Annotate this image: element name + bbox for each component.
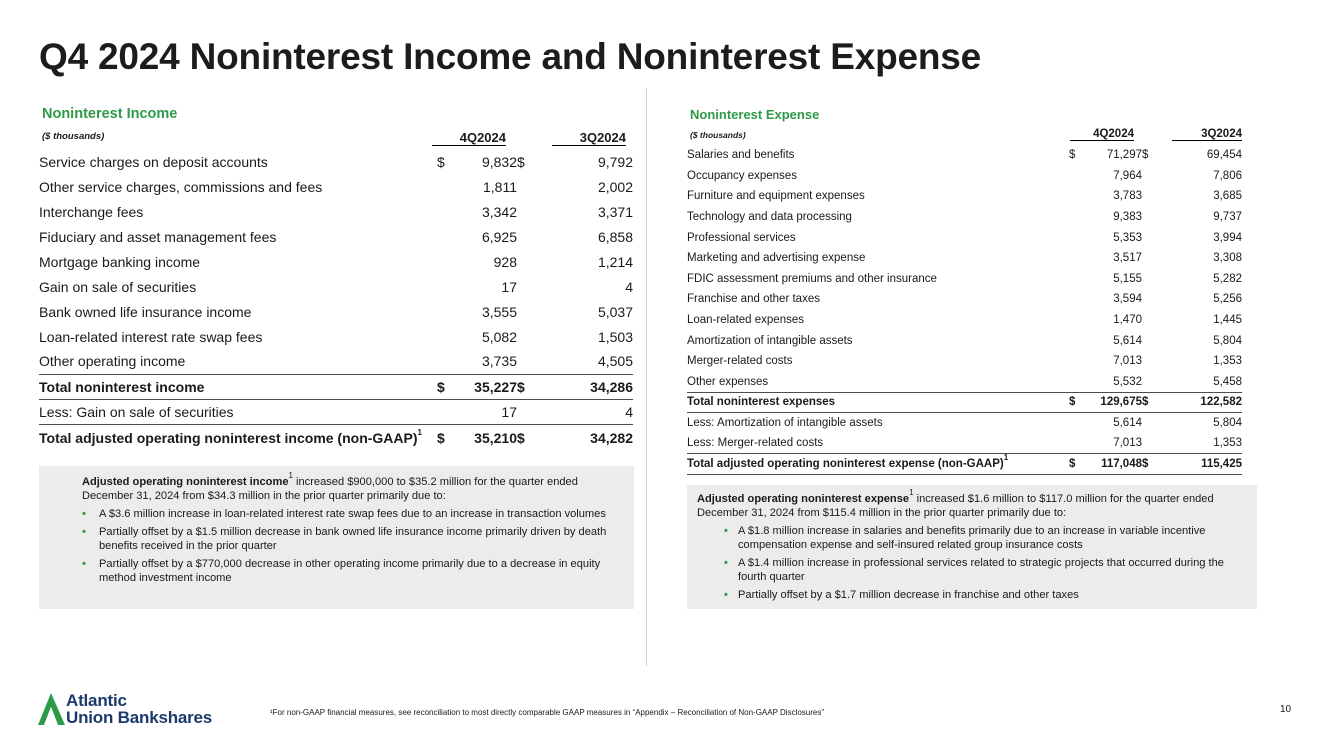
value-3q2024: 4 xyxy=(625,403,633,420)
currency-3q: $ xyxy=(1142,454,1180,475)
row-label: Merger-related costs xyxy=(687,355,793,368)
value-4q2024: 6,925 xyxy=(481,228,517,245)
currency-3q xyxy=(1142,248,1180,269)
currency-3q: $ xyxy=(517,374,567,399)
income-table-row xyxy=(39,224,633,249)
value-4q2024: 3,594 xyxy=(1113,293,1142,306)
income-commentary-bullets xyxy=(82,507,620,585)
row-label: Total noninterest expenses xyxy=(687,392,1069,413)
currency-4q xyxy=(437,324,451,349)
value-3q2024: 115,425 xyxy=(1180,454,1242,475)
row-label: Amortization of intangible assets xyxy=(687,334,853,347)
value-4q2024: 3,555 xyxy=(481,303,517,320)
expense-table-row xyxy=(687,413,1242,434)
value-4q2024: 35,210 xyxy=(451,424,517,451)
income-units-label: ($ thousands) xyxy=(42,131,105,142)
currency-4q xyxy=(437,399,451,424)
row-label: Less: Gain on sale of securities xyxy=(39,403,234,420)
value-4q2024: 5,614 xyxy=(1113,417,1142,430)
row-label: Other expenses xyxy=(687,375,769,388)
row-label: Total adjusted operating noninterest expense (non-GAAP)$^1$ xyxy=(687,454,1069,475)
value-3q2024: 1,214 xyxy=(597,253,633,270)
currency-4q xyxy=(1069,289,1081,310)
expense-commentary-lead: Adjusted operating noninterest expense$^1$ increased $1.6 million to $117.0 million for the quarter ended December 31, 2024 from $115.4 million in the prior quarter primarily due to: xyxy=(697,488,1214,519)
currency-4q xyxy=(437,174,451,199)
income-commentary-bullet: • Partially offset by a $770,000 decrease in other operating income primarily due to a decrease in equity method investment income xyxy=(82,558,601,584)
value-4q2024: 3,735 xyxy=(481,353,517,370)
expense-table-row xyxy=(687,454,1242,475)
currency-4q: $ xyxy=(437,153,445,170)
income-table-row xyxy=(39,374,633,399)
value-3q2024: 5,256 xyxy=(1213,293,1242,306)
value-3q2024: 5,458 xyxy=(1213,375,1242,388)
row-label: Furniture and equipment expenses xyxy=(687,190,865,203)
expense-units-label: ($ thousands) xyxy=(690,130,746,140)
row-label: Gain on sale of securities xyxy=(39,278,197,295)
row-label: Bank owned life insurance income xyxy=(39,303,252,320)
value-4q2024: 9,832 xyxy=(481,153,517,170)
currency-3q xyxy=(1142,289,1180,310)
value-3q2024: 69,454 xyxy=(1206,149,1242,162)
currency-3q: $ xyxy=(517,424,567,451)
row-label: Loan-related interest rate swap fees xyxy=(39,328,263,345)
currency-4q xyxy=(1069,433,1081,454)
expense-section-title: Noninterest Expense xyxy=(690,107,820,122)
expense-table-row xyxy=(687,392,1242,413)
page-number: 10 xyxy=(1280,704,1292,715)
page-title: Q4 2024 Noninterest Income and Noninterest Expense xyxy=(39,36,982,77)
expense-table-row xyxy=(687,248,1242,269)
currency-3q xyxy=(517,324,567,349)
currency-4q xyxy=(1069,207,1081,228)
expense-table-row xyxy=(687,310,1242,331)
value-3q2024: 7,806 xyxy=(1213,169,1242,182)
currency-4q: $ xyxy=(1069,149,1076,162)
value-3q2024: 5,804 xyxy=(1213,417,1242,430)
value-3q2024: 5,804 xyxy=(1213,334,1242,347)
value-3q2024: 5,037 xyxy=(597,303,633,320)
value-4q2024: 3,517 xyxy=(1113,252,1142,265)
expense-table-row xyxy=(687,227,1242,248)
currency-3q: $ xyxy=(517,153,525,170)
income-commentary-bullet: • A $3.6 million increase in loan-related interest rate swap fees due to an increase in transaction volumes xyxy=(82,508,606,520)
value-4q2024: 9,383 xyxy=(1113,211,1142,224)
currency-3q xyxy=(1142,166,1180,187)
value-4q2024: 5,532 xyxy=(1113,375,1142,388)
logo-wordmark: Atlantic Union Bankshares xyxy=(66,691,213,727)
row-label: Salaries and benefits xyxy=(687,149,795,162)
value-3q2024: 3,371 xyxy=(597,203,633,220)
currency-3q xyxy=(1142,269,1180,290)
currency-4q xyxy=(1069,248,1081,269)
row-label: Total adjusted operating noninterest income (non-GAAP)$^1$ xyxy=(39,424,437,451)
currency-3q xyxy=(517,249,567,274)
currency-4q xyxy=(1069,330,1081,351)
expense-table-row xyxy=(687,289,1242,310)
income-commentary-lead: Adjusted operating noninterest income$^1$ increased $900,000 to $35.2 million for the quarter ended December 31, 2024 from $34.3 million in the prior quarter primarily due to: xyxy=(82,471,578,502)
value-4q2024: 3,783 xyxy=(1113,190,1142,203)
currency-4q xyxy=(1069,372,1081,393)
currency-3q xyxy=(1142,433,1180,454)
value-4q2024: 5,155 xyxy=(1113,272,1142,285)
income-table xyxy=(39,149,633,451)
income-col-4q2024: 4Q2024 xyxy=(432,130,506,146)
value-4q2024: 35,227 xyxy=(451,374,517,399)
currency-4q: $ xyxy=(437,424,451,451)
currency-4q xyxy=(437,249,451,274)
value-3q2024: 5,282 xyxy=(1213,272,1242,285)
expense-table-row xyxy=(687,433,1242,454)
value-3q2024: 6,858 xyxy=(597,228,633,245)
income-table-row xyxy=(39,424,633,451)
currency-3q xyxy=(1142,413,1180,434)
income-table-row xyxy=(39,324,633,349)
value-4q2024: 1,470 xyxy=(1113,314,1142,327)
currency-4q xyxy=(1069,166,1081,187)
expense-table-row xyxy=(687,186,1242,207)
value-3q2024: 4 xyxy=(625,278,633,295)
value-3q2024: 9,737 xyxy=(1213,211,1242,224)
currency-3q xyxy=(1142,372,1180,393)
row-label: Mortgage banking income xyxy=(39,253,201,270)
currency-4q: $ xyxy=(437,374,451,399)
currency-3q: $ xyxy=(1142,149,1149,162)
value-3q2024: 3,994 xyxy=(1213,231,1242,244)
currency-3q xyxy=(517,174,567,199)
currency-4q xyxy=(437,199,451,224)
bullet-icon: • xyxy=(724,589,728,601)
row-label: Fiduciary and asset management fees xyxy=(39,228,277,245)
currency-3q xyxy=(517,224,567,249)
row-label: Technology and data processing xyxy=(687,211,852,224)
expense-table-row xyxy=(687,330,1242,351)
value-4q2024: 5,082 xyxy=(481,328,517,345)
expense-table-row xyxy=(687,269,1242,290)
value-3q2024: 3,308 xyxy=(1213,252,1242,265)
expense-table-row xyxy=(687,351,1242,372)
currency-3q xyxy=(1142,351,1180,372)
currency-4q xyxy=(1069,186,1081,207)
currency-4q xyxy=(1069,351,1081,372)
currency-3q xyxy=(1142,330,1180,351)
income-commentary xyxy=(39,466,634,609)
bullet-icon: • xyxy=(724,525,728,537)
bullet-icon: • xyxy=(82,508,86,520)
row-label: Service charges on deposit accounts xyxy=(39,153,268,170)
row-label: Less: Amortization of intangible assets xyxy=(687,417,883,430)
expense-table-row xyxy=(687,207,1242,228)
value-4q2024: 5,614 xyxy=(1113,334,1142,347)
currency-4q xyxy=(1069,269,1081,290)
expense-commentary-bullets xyxy=(697,524,1247,602)
income-table-row xyxy=(39,299,633,324)
expense-col-4q2024: 4Q2024 xyxy=(1070,128,1134,141)
currency-3q xyxy=(517,199,567,224)
currency-3q xyxy=(1142,207,1180,228)
value-4q2024: 17 xyxy=(501,278,517,295)
currency-3q xyxy=(517,299,567,324)
currency-4q xyxy=(1069,413,1081,434)
row-label: Interchange fees xyxy=(39,203,144,220)
currency-4q xyxy=(1069,310,1081,331)
value-4q2024: 7,013 xyxy=(1113,437,1142,450)
currency-3q xyxy=(517,349,567,374)
currency-3q xyxy=(1142,227,1180,248)
expense-commentary-bullet: • Partially offset by a $1.7 million decrease in franchise and other taxes xyxy=(724,589,1079,601)
bullet-icon: • xyxy=(724,557,728,569)
income-table-row xyxy=(39,174,633,199)
currency-3q xyxy=(517,399,567,424)
row-label: FDIC assessment premiums and other insurance xyxy=(687,272,937,285)
value-4q2024: 7,013 xyxy=(1113,355,1142,368)
income-table-row xyxy=(39,199,633,224)
value-3q2024: 34,286 xyxy=(567,374,633,399)
income-table-row xyxy=(39,149,633,174)
footnote: ¹For non-GAAP financial measures, see reconciliation to most directly comparable GAAP measures in “Appendix – Reconciliation of Non-GAAP Disclosures” xyxy=(270,708,825,717)
income-table-row xyxy=(39,399,633,424)
currency-3q xyxy=(1142,186,1180,207)
income-table-row xyxy=(39,274,633,299)
income-section-title: Noninterest Income xyxy=(42,106,178,122)
value-3q2024: 3,685 xyxy=(1213,190,1242,203)
expense-table-row xyxy=(687,372,1242,393)
row-label: Franchise and other taxes xyxy=(687,293,820,306)
income-table-row xyxy=(39,249,633,274)
expense-table xyxy=(687,145,1242,475)
company-logo xyxy=(38,692,263,728)
income-col-3q2024: 3Q2024 xyxy=(552,130,626,146)
value-3q2024: 2,002 xyxy=(597,178,633,195)
value-4q2024: 129,675 xyxy=(1081,392,1142,413)
currency-4q xyxy=(437,224,451,249)
value-4q2024: 17 xyxy=(501,403,517,420)
currency-3q xyxy=(1142,310,1180,331)
value-4q2024: 7,964 xyxy=(1113,169,1142,182)
expense-commentary-bullet: • A $1.4 million increase in professional services related to strategic projects that occurred during the fourth quarter xyxy=(724,557,1224,583)
expense-commentary xyxy=(687,485,1257,609)
value-3q2024: 9,792 xyxy=(597,153,633,170)
value-3q2024: 1,445 xyxy=(1213,314,1242,327)
value-3q2024: 122,582 xyxy=(1180,392,1242,413)
value-4q2024: 928 xyxy=(493,253,517,270)
currency-4q xyxy=(437,274,451,299)
value-4q2024: 71,297 xyxy=(1106,149,1142,162)
currency-4q xyxy=(1069,227,1081,248)
value-3q2024: 4,505 xyxy=(597,353,633,370)
value-4q2024: 5,353 xyxy=(1113,231,1142,244)
row-label: Total noninterest income xyxy=(39,374,437,399)
expense-table-row xyxy=(687,145,1242,166)
row-label: Marketing and advertising expense xyxy=(687,252,866,265)
row-label: Occupancy expenses xyxy=(687,169,797,182)
currency-4q xyxy=(437,299,451,324)
income-commentary-bullet: • Partially offset by a $1.5 million decrease in bank owned life insurance income primarily driven by death benefits received in the prior quarter xyxy=(82,526,607,552)
currency-4q: $ xyxy=(1069,454,1081,475)
income-table-row xyxy=(39,349,633,374)
row-label: Professional services xyxy=(687,231,796,244)
currency-3q xyxy=(517,274,567,299)
currency-4q: $ xyxy=(1069,392,1081,413)
currency-4q xyxy=(437,349,451,374)
expense-commentary-bullet: • A $1.8 million increase in salaries and benefits primarily due to an increase in variable incentive compensation expense and self-insured related group insurance costs xyxy=(724,525,1206,551)
currency-3q: $ xyxy=(1142,392,1180,413)
logo-mark-icon xyxy=(38,692,66,726)
row-label: Less: Merger-related costs xyxy=(687,437,824,450)
value-4q2024: 1,811 xyxy=(483,178,517,195)
value-4q2024: 3,342 xyxy=(481,203,517,220)
value-3q2024: 1,353 xyxy=(1213,437,1242,450)
expense-table-row xyxy=(687,166,1242,187)
expense-col-3q2024: 3Q2024 xyxy=(1172,128,1242,141)
column-divider xyxy=(646,88,647,666)
row-label: Loan-related expenses xyxy=(687,314,804,327)
bullet-icon: • xyxy=(82,558,86,570)
value-3q2024: 34,282 xyxy=(567,424,633,451)
row-label: Other service charges, commissions and fees xyxy=(39,178,323,195)
value-4q2024: 117,048 xyxy=(1081,454,1142,475)
bullet-icon: • xyxy=(82,526,86,538)
value-3q2024: 1,503 xyxy=(597,328,633,345)
value-3q2024: 1,353 xyxy=(1213,355,1242,368)
row-label: Other operating income xyxy=(39,353,186,370)
